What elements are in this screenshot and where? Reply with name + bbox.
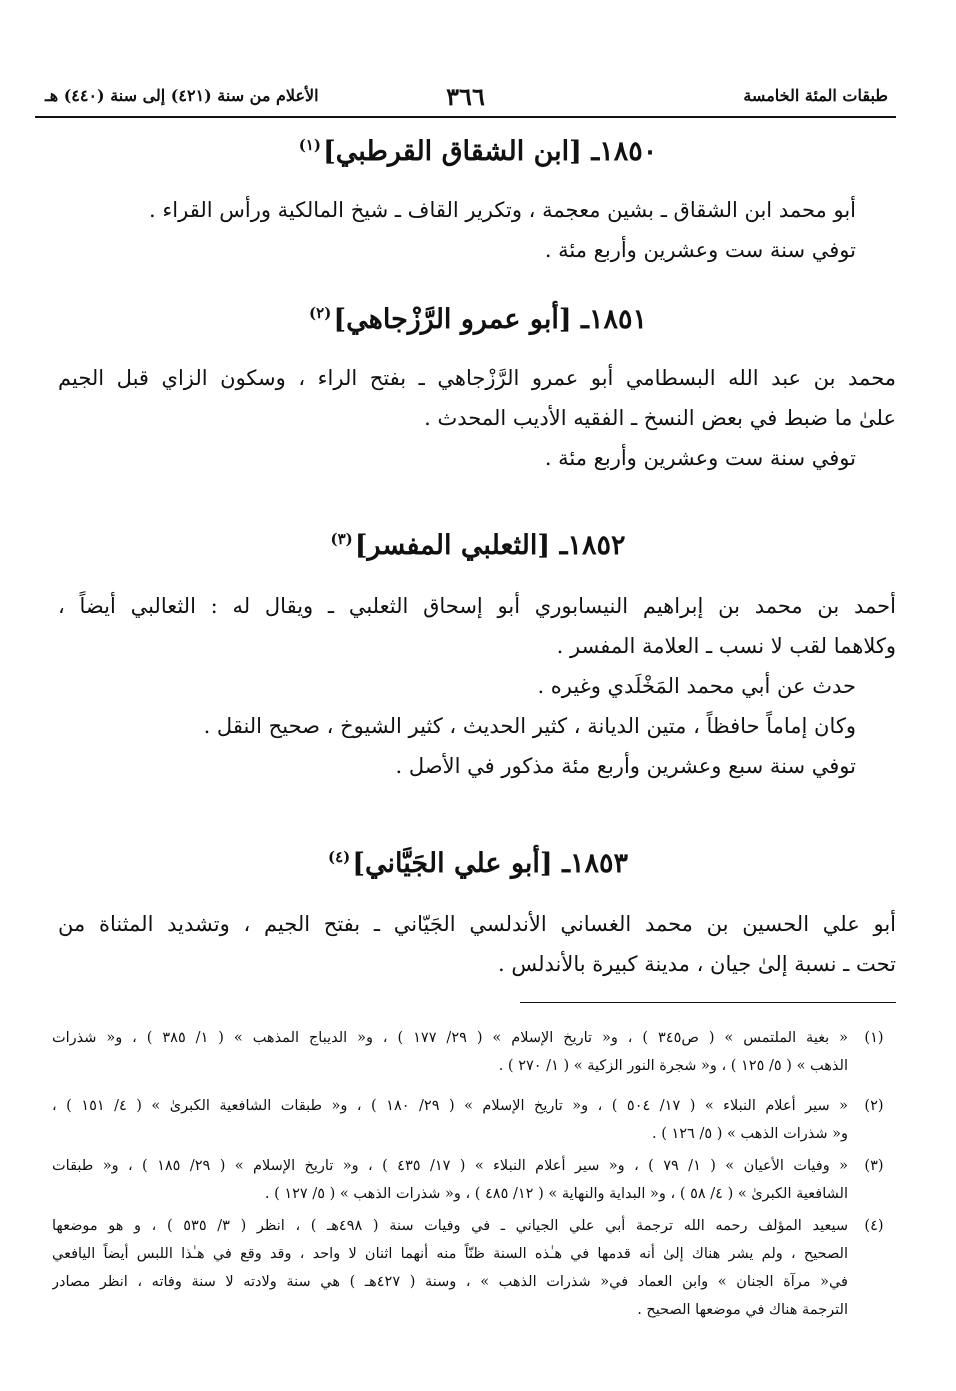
years-range: الأعلام من سنة (٤٢١) إلى سنة (٤٤٠) هـ (45, 86, 319, 105)
footnote (52, 1152, 896, 1208)
text-line: توفي سنة ست وعشرين وأربع مئة . (544, 238, 856, 262)
footnote-ref[interactable]: (٤) (327, 848, 351, 866)
entry-title-text: ١٨٥٣ـ [أبو علي الجَيَّاني] (352, 848, 629, 879)
footnote-line: في« مرآة الجنان » وابن العماد في« شذرات الذهب » ، وسنة ( ٤٢٧هـ ) هي سنة ولادته لا سنة وفاته ، انظر مصادر (52, 1274, 848, 1290)
entry-body (58, 190, 896, 270)
section-title: طبقات المئة الخامسة (743, 86, 888, 105)
footnote-number: (١) (864, 1030, 884, 1046)
footnote (52, 1212, 896, 1324)
entry-title-text: ١٨٥٠ـ [ابن الشقاق القرطبي] (322, 136, 658, 167)
entry-title-text: ١٨٥٢ـ [الثعلبي المفسر] (354, 530, 626, 561)
footnote-line: سيعيد المؤلف رحمه الله ترجمة أبي علي الجياني ـ في وفيات سنة ( ٤٩٨هـ ) ، انظر ( ٣/ ٥٣٥ ) ، و هو موضعها (52, 1218, 848, 1234)
footnote-line: الشافعية الكبرىٰ » ( ٤/ ٥٨ ) ، و« البداية والنهاية » ( ١٢/ ٤٨٥ ) ، و« شذرات الذهب » ( ٥/ ١٢٧ ) . (264, 1186, 848, 1202)
footnote-line: و« شذرات الذهب » ( ٥/ ١٢٦ ) . (652, 1126, 848, 1142)
entry-title (60, 848, 896, 879)
entry-body (58, 358, 896, 478)
footnote-line: الصحيح ، ولم يشر هناك إلىٰ أنه قدمها في هـٰذه السنة ظنّاً منه أنهما اثنان لا واحد ، وقد وقع في هـٰذا اللبس أيضاً اليافعي (52, 1246, 848, 1262)
entry-title (60, 304, 896, 335)
text-line: توفي سنة ست وعشرين وأربع مئة . (544, 446, 856, 470)
text-line: توفي سنة سبع وعشرين وأربع مئة مذكور في الأصل . (395, 754, 856, 778)
footnote-separator (520, 1002, 896, 1003)
footnote (52, 1092, 896, 1148)
text-line: علىٰ ما ضبط في بعض النسخ ـ الفقيه الأديب المحدث . (424, 406, 896, 430)
footnote-line: الترجمة هناك في موضعها الصحيح . (637, 1302, 848, 1318)
footnote-ref[interactable]: (٣) (330, 530, 353, 548)
text-line: وكلاهما لقب لا نسب ـ العلامة المفسر . (556, 634, 896, 658)
entry-title (60, 530, 896, 561)
page-number: ٣٦٦ (446, 82, 485, 111)
footnote-line: « سير أعلام النبلاء » ( ١٧/ ٥٠٤ ) ، و« تاريخ الإسلام » ( ٢٩/ ١٨٠ ) ، و« طبقات الشافعية الكبرىٰ » ( ٤/ ١٥١ ) ، (52, 1098, 848, 1114)
text-line: أحمد بن محمد بن إبراهيم النيسابوري أبو إسحاق الثعلبي ـ ويقال له : الثعالبي أيضاً ، (58, 594, 896, 618)
footnote-line: الذهب » ( ٥/ ١٢٥ ) ، و« شجرة النور الزكية » ( ١/ ٢٧٠ ) . (498, 1058, 848, 1074)
text-line: أبو علي الحسين بن محمد الغساني الأندلسي الجَيّاني ـ بفتح الجيم ، وتشديد المثناة من (58, 912, 896, 936)
footnote-ref[interactable]: (٢) (309, 304, 332, 322)
entry-body (58, 586, 896, 786)
entry-title (60, 136, 896, 167)
text-line: وكان إماماً حافظاً ، متين الديانة ، كثير الحديث ، كثير الشيوخ ، صحيح النقل . (203, 714, 856, 738)
footnote-number: (٤) (864, 1218, 884, 1234)
entry-body (58, 904, 896, 984)
footnote-ref[interactable]: (١) (298, 136, 321, 154)
footnote-number: (٣) (864, 1158, 884, 1174)
text-line: تحت ـ نسبة إلىٰ جيان ، مدينة كبيرة بالأندلس . (498, 952, 896, 976)
running-header (35, 82, 896, 118)
footnote-line: « بغية الملتمس » ( ص٣٤٥ ) ، و« تاريخ الإسلام » ( ٢٩/ ١٧٧ ) ، و« الديباج المذهب » ( ١/ ٣٨٥ ) ، و« شذرات (52, 1030, 848, 1046)
entry-title-text: ١٨٥١ـ [أبو عمرو الرَّزْجاهي] (333, 304, 647, 335)
footnote-line: « وفيات الأعيان » ( ١/ ٧٩ ) ، و« سير أعلام النبلاء » ( ١٧/ ٤٣٥ ) ، و« تاريخ الإسلام » ( ٢٩/ ١٨٥ ) ، و« طبقات (52, 1158, 848, 1174)
footnote-number: (٢) (864, 1098, 884, 1114)
footnote (52, 1024, 896, 1080)
text-line: أبو محمد ابن الشقاق ـ بشين معجمة ، وتكرير القاف ـ شيخ المالكية ورأس القراء . (149, 198, 856, 222)
text-line: محمد بن عبد الله البسطامي أبو عمرو الرَّزْجاهي ـ بفتح الراء ، وسكون الزاي قبل الجيم (58, 366, 896, 390)
text-line: حدث عن أبي محمد المَخْلَدي وغيره . (537, 674, 856, 698)
